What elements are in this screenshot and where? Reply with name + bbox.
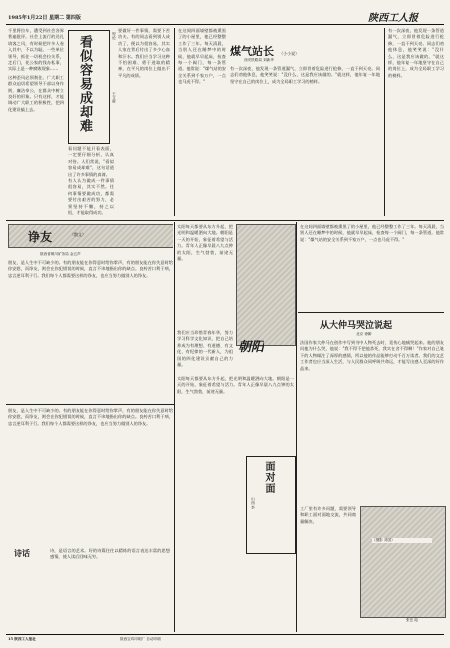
article-shihua-text: 诗，是语言的艺术。好的诗篇往往以精炼的语言表达丰富的思想感情，使人读后回味无穷。 (50, 548, 170, 560)
col-right-top: 在这间四面墙壁都被熏黑了的小屋里，他已经整整工作了三年。每天清晨，当别人还在睡梦中的时候，他就早早起床，检查每一个阀门，每一条管道。他常说："煤气站的安全关系到千家万户，一点也马虎不得。" (300, 224, 444, 242)
article-zhengyou-subtitle: （散文） (70, 232, 86, 237)
zhaoyang-text-under: 太阳每天都要从东方升起，把光明和温暖洒向大地。朝阳是一天的开始，象征着希望与活力。青年人正像早晨八九点钟的太阳，生气勃勃，前途无量。 (177, 376, 294, 394)
article-zhengyou-title: 诤友 (28, 230, 53, 244)
article-meihuo-text-1: 在这间四面墙壁都被熏黑了的小屋里，他已经整整工作了三年。每天清晨，当别人还在睡梦中的时候，他就早早起床，检查每一个阀门，每一条管道。他常说："煤气站的安全关系到千家万户，一点也马虎不得。" (178, 28, 226, 85)
photo-caption: （摄影 邓国） (372, 538, 432, 543)
article-mianduimian-text: 工厂里有许多问题，需要领导和职工面对面地交流，共同商量解决。 (300, 506, 356, 524)
footer-right: 陕西宝鸡印刷厂 自动印刷 (120, 637, 161, 641)
article-meihuo-text-2: 有一次深夜，他发现一条管道漏气，立即冒着危险进行抢修，一直干到天亮。同志们劝他休息，他笑笑说："没什么，这是我应该做的。"就这样，他年复一年地坚守在自己的岗位上，成为全局职工学习的榜样。 (230, 66, 380, 84)
article-zhaoyang-text-2: 我们应当珍惜青春年华，努力学习科学文化知识，把自己培养成为有理想、有道德、有文化、有纪律的一代新人，为祖国的四化建设贡献自己的力量。 (177, 330, 233, 368)
article-meihuo-author: 西安铁路局 刘新华 (244, 58, 274, 62)
article-meihuo-subtitle: （小小说） (279, 51, 300, 56)
article-meihuo-title: 煤气站长 (230, 45, 274, 56)
zhaoyang-illustration (236, 224, 296, 346)
article-zhengyou-author: 陕西省铜川矿务局 金五声 (40, 252, 81, 256)
article-zhengyou-header (8, 224, 173, 252)
footer-left: 15 陕西工人报社 (8, 637, 36, 641)
col1-text: 千里将拉车，遭受到社会各界普遍批评。社会上流行的送礼请客之风，有时候把许多人卷入其中，不以为耻。一些单位领导，抓住一切机会拉关系，走后门，花公家的钱办私事，实际上是一种腐败现象…… 这种歪风必须刹住。广大职工群众迫切希望领导干部以身作则，廉洁奉公，在群众中树立良好的形象。只有这样，才能调动广大职工的积极性，把四化建设搞上去。 (8, 28, 64, 112)
col1-bottom-text: 朋友，是人生中不可缺少的。有的朋友能在你得意时给你掌声，有的朋友能在你失意时给你安慰，而诤友，则会在你犯错误的时候，直言不讳地指出你的缺点。良药苦口利于病，忠言逆耳利于行。我们每个人都需要这样的诤友，也应当努力做别人的诤友。 (8, 408, 173, 426)
paper-name: 陕西工人报 (368, 13, 418, 24)
footer-rule (6, 634, 444, 635)
article-kanshi-byline: 短论 (112, 32, 117, 40)
article-kanshi-author: 王文甫 (112, 92, 117, 103)
article-kanshi-text: 要做好一件事情，需要下苦功夫。有的同志看到别人成功了，便以为很容易，其实人家在背后付出了多少心血和汗水。我们应当学习这种不怕困难、勇于进取的精神，在平凡的岗位上做出不平凡的成绩。 (118, 28, 170, 78)
article-zhaoyang-text-1: 太阳每天都要从东方升起，把光明和温暖洒向大地。朝阳是一天的开始，象征着希望与活力。青年人正像早晨八九点钟的太阳，生气勃勃，前途无量。 (177, 224, 233, 262)
masthead-rule (6, 24, 444, 25)
article-daming-title: 从大仲马哭泣说起 (320, 321, 393, 331)
col1-mid-text: 看问题不能只看表面，一定要仔细分析，认真对待。人们常说，"看似容易成却难"，这句话道出了许多事情的真谛。 有人认为做成一件事情很容易，其实不然。任何事情要做成功，都需要付出艰苦的努力，必须坚持不懈，持之以恒，才能取得成功。 (68, 146, 114, 216)
article-zhengyou-text: 朋友，是人生中不可缺少的。有的朋友能在你得意时给你掌声，有的朋友能在你失意时给你安慰，而诤友，则会在你犯错误的时候，直言不讳地指出你的缺点。良药苦口利于病，忠言逆耳利于行。我们每个人都需要这样的诤友，也应当努力做别人的诤友。 (8, 260, 173, 278)
article-mianduimian-author: 山西 李 (251, 497, 256, 509)
article-shihua-title: 诗话 (14, 548, 30, 558)
article-daming-text: 法国作家大仲马在创作中写到书中人物死去时，竟伤心地痛哭起来。他的朋友问他为什么哭，他说："我不得不把他杀死，我实在舍不得啊！"作家对自己笔下的人物倾注了深厚的感情，所以他的作品能够打动千百万读者。我们的文艺工作者也应当深入生活，与人民群众同呼吸共命运，才能写出感人至深的好作品来。 (300, 340, 444, 371)
article-mianduimian (246, 456, 296, 554)
date-line: 1985年1月22日 星期二 第四版 (8, 15, 81, 21)
photo-bottom-right (360, 506, 446, 618)
article-kanshi (68, 30, 110, 144)
article-meihuo-title-wrap (230, 40, 380, 56)
art-credit: 张岳 绘 (406, 618, 418, 622)
article-kanshi-title: 看似容易成却难 (77, 35, 92, 133)
col-right-text: 有一次深夜，他发现一条管道漏气，立即冒着危险进行抢修，一直干到天亮。同志们劝他休息，他笑笑说："没什么，这是我应该做的。"就这样，他年复一年地坚守在自己的岗位上，成为全局职工学习的榜样。 (388, 28, 444, 78)
article-mianduimian-title: 面对面 (263, 461, 274, 494)
article-daming-author: 北京 徐翀 (356, 332, 372, 336)
article-zhaoyang-title: 朝阳 (238, 340, 265, 355)
